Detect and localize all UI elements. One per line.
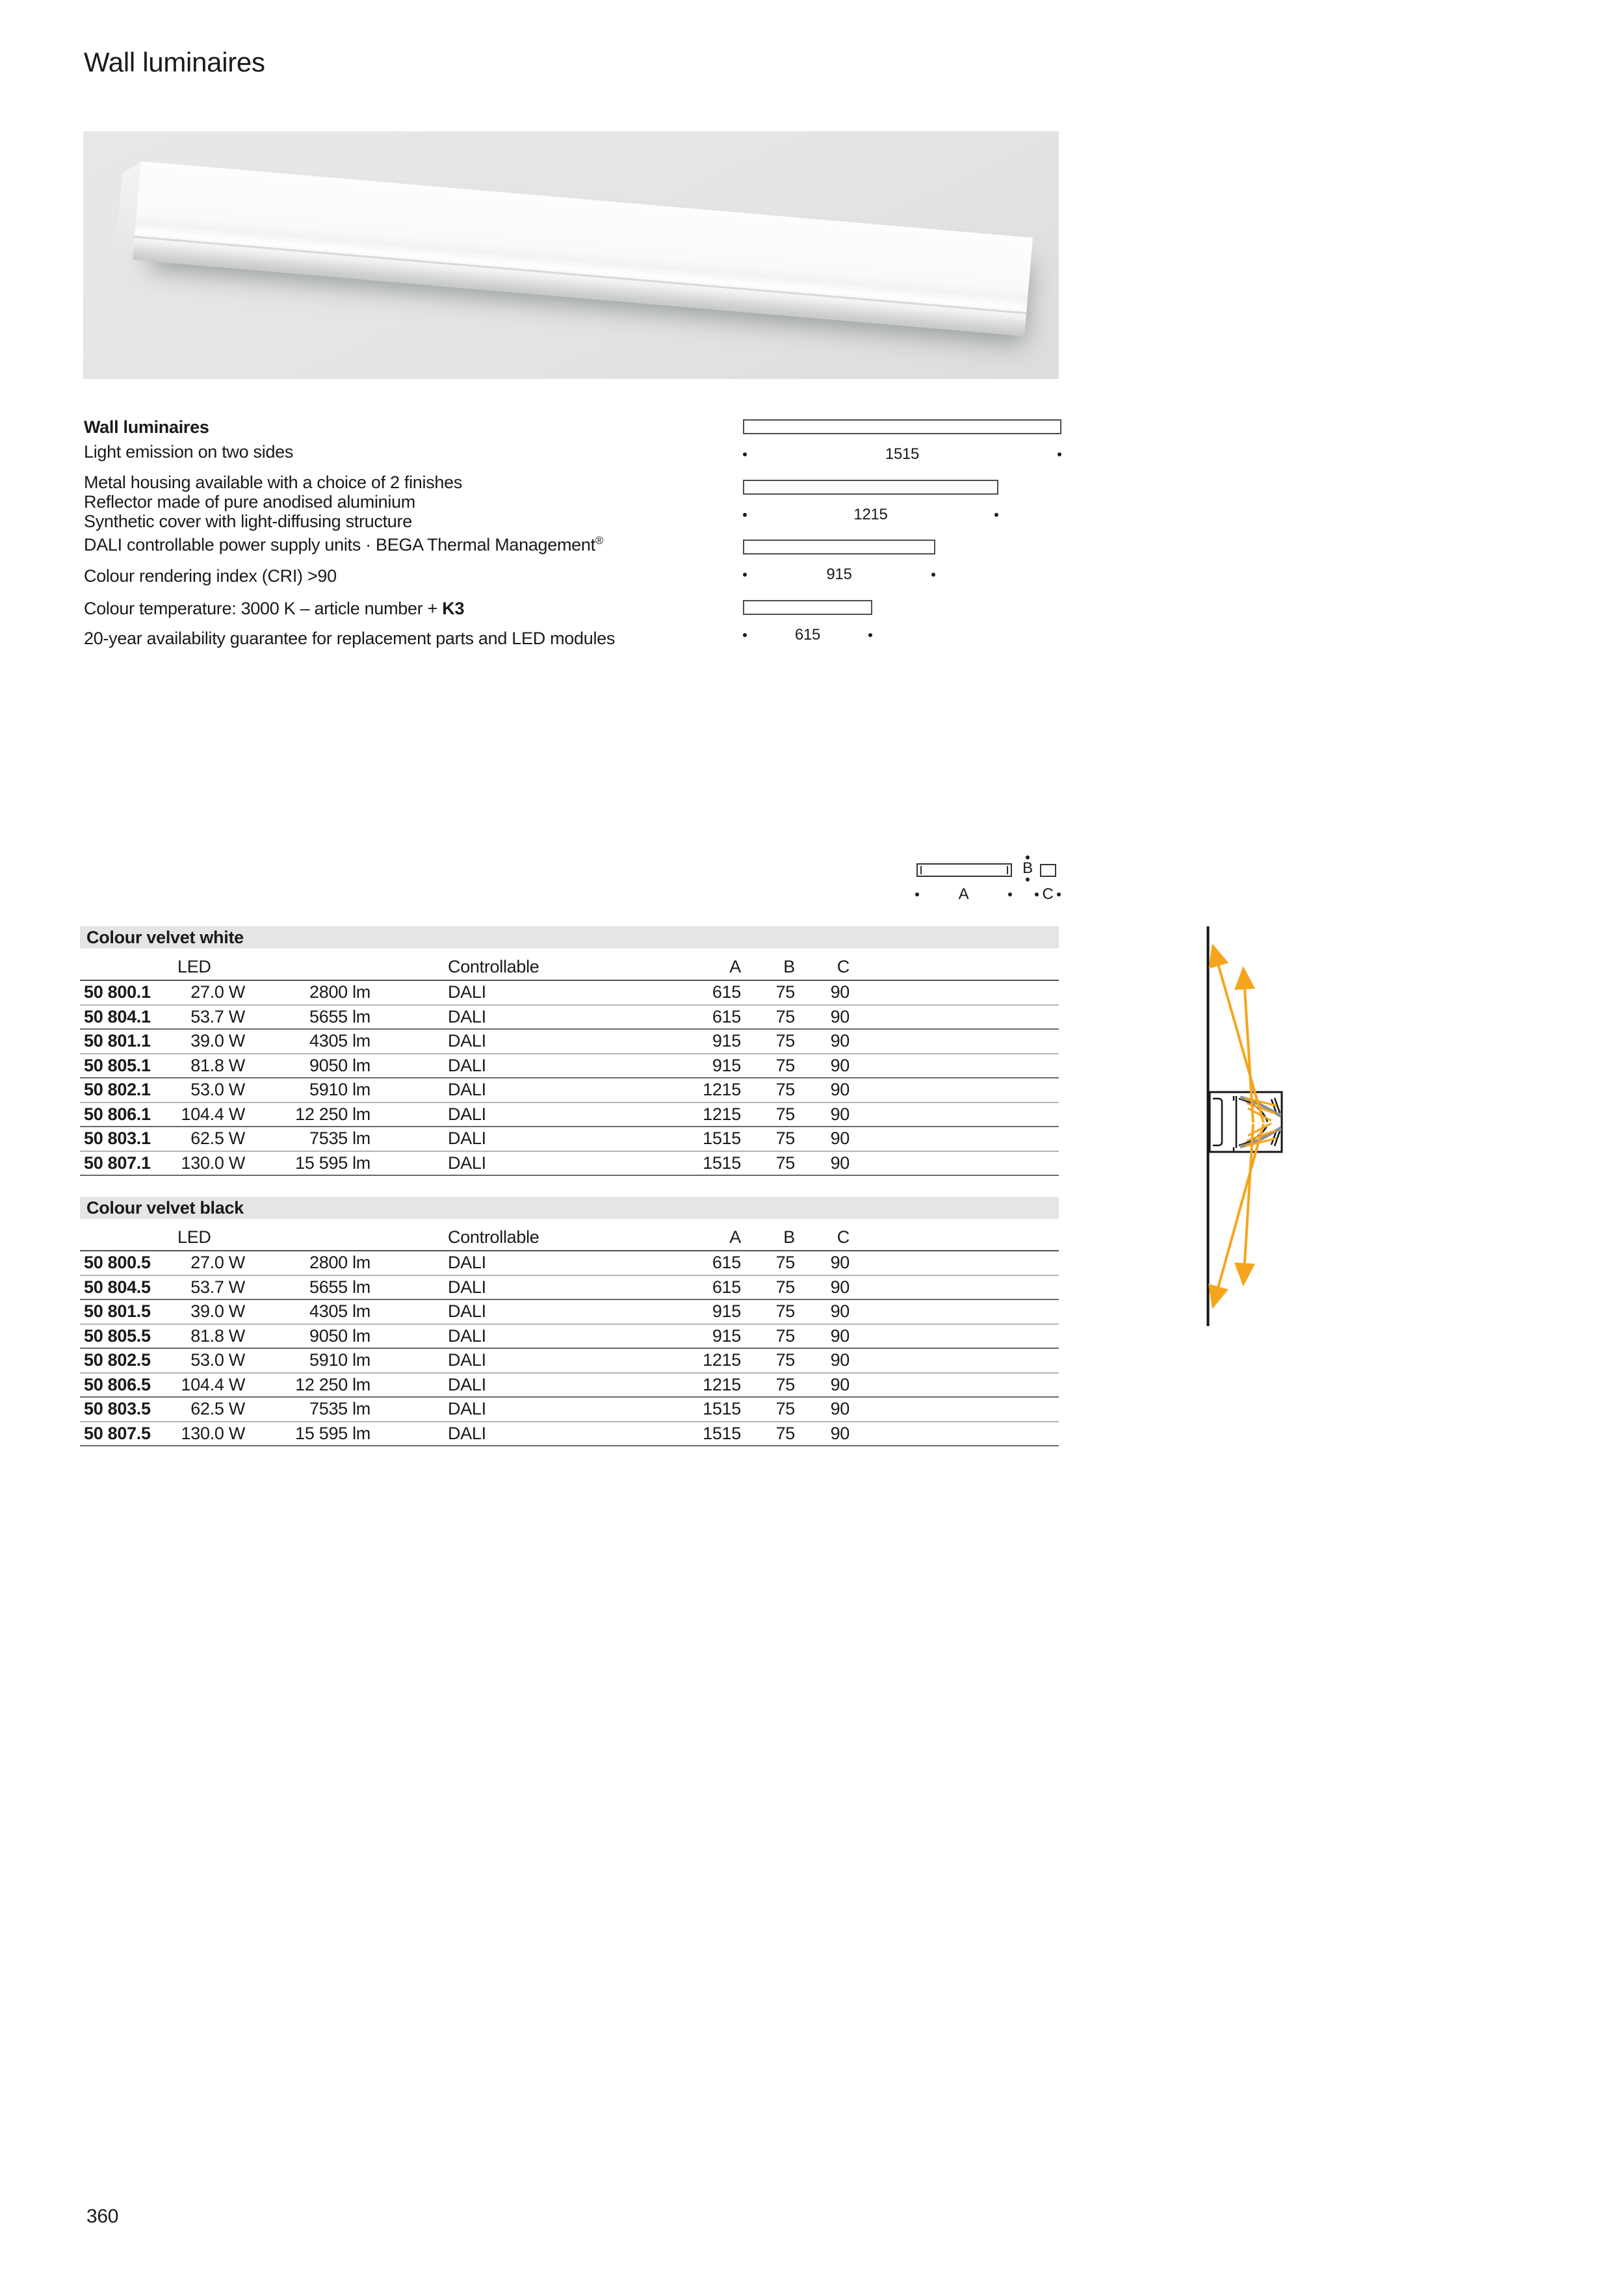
product-subheading: Light emission on two sides	[84, 442, 294, 462]
dim-a: 1215	[703, 1104, 741, 1124]
luminous-flux: 5655 lm	[309, 1277, 370, 1297]
article-number: 50 803.5	[84, 1399, 151, 1418]
legend-c-label: C	[1042, 885, 1054, 903]
control-type: DALI	[448, 1350, 486, 1370]
guarantee-line: 20-year availability guarantee for replacement parts and LED modules	[84, 629, 616, 648]
dim-a: 915	[712, 1325, 741, 1346]
dim-c: 90	[830, 982, 850, 1002]
cri-line: Colour rendering index (CRI) >90	[84, 566, 337, 586]
dim-c: 90	[830, 1253, 850, 1272]
table-row	[80, 1006, 1059, 1030]
dim-b: 75	[775, 1080, 795, 1099]
column-header: C	[837, 1227, 850, 1247]
feature-line: Metal housing available with a choice of 2 finishes	[84, 473, 463, 492]
control-type: DALI	[448, 1374, 486, 1394]
k3-code: K3	[442, 599, 465, 618]
dim-b: 75	[775, 1350, 795, 1370]
control-type: DALI	[448, 1325, 486, 1346]
luminous-flux: 5910 lm	[309, 1350, 370, 1370]
column-header: Controllable	[448, 1227, 539, 1247]
luminaire-length-drawing	[743, 600, 872, 615]
luminaire-end-cap	[115, 160, 141, 259]
wattage: 53.7 W	[190, 1277, 245, 1297]
control-type: DALI	[448, 1104, 486, 1124]
article-number: 50 806.1	[84, 1104, 151, 1124]
column-header: B	[783, 957, 795, 976]
luminous-flux: 15 595 lm	[295, 1153, 370, 1173]
wattage: 104.4 W	[181, 1104, 245, 1124]
control-type: DALI	[448, 1399, 486, 1418]
dimension-line	[743, 566, 935, 583]
control-type: DALI	[448, 1253, 486, 1272]
dim-c: 90	[830, 1080, 850, 1099]
feature-list	[84, 473, 603, 554]
table-colour-header: Colour velvet white	[80, 926, 1059, 948]
dim-b: 75	[775, 1374, 795, 1394]
dim-a: 1515	[703, 1423, 741, 1443]
dim-b: 75	[775, 982, 795, 1002]
luminous-flux: 7535 lm	[309, 1128, 370, 1148]
luminous-flux: 15 595 lm	[295, 1423, 370, 1443]
wattage: 104.4 W	[181, 1374, 245, 1394]
luminaire-cross-section	[1210, 1092, 1282, 1152]
column-header: LED	[177, 957, 211, 976]
article-number: 50 800.5	[84, 1253, 151, 1272]
column-header: Controllable	[448, 957, 539, 976]
dimension-dot	[915, 893, 919, 896]
wattage: 81.8 W	[190, 1055, 245, 1075]
dimension-dot	[868, 633, 872, 637]
luminaire-length-drawing	[743, 419, 1061, 434]
legend-dimension-c	[1035, 885, 1061, 904]
dim-b: 75	[775, 1253, 795, 1272]
dim-b: 75	[775, 1128, 795, 1148]
dim-b: 75	[775, 1325, 795, 1346]
wattage: 81.8 W	[190, 1325, 245, 1346]
dim-a: 615	[712, 1277, 741, 1297]
table-row	[80, 1422, 1059, 1447]
dimension-value: 915	[826, 566, 852, 583]
feature-line: Synthetic cover with light-diffusing structure	[84, 512, 412, 531]
dim-a: 615	[712, 982, 741, 1002]
dim-a: 1515	[703, 1153, 741, 1173]
dim-c: 90	[830, 1104, 850, 1124]
dim-b: 75	[775, 1301, 795, 1321]
dimension-line	[743, 506, 998, 523]
article-number: 50 802.1	[84, 1080, 151, 1099]
light-distribution-diagram	[1199, 923, 1297, 1329]
luminous-flux: 9050 lm	[309, 1325, 370, 1346]
article-number: 50 804.5	[84, 1277, 151, 1297]
dim-c: 90	[830, 1055, 850, 1075]
article-number: 50 800.1	[84, 982, 151, 1002]
dim-b: 75	[775, 1104, 795, 1124]
dimension-dot	[1057, 893, 1061, 896]
table-row	[80, 1030, 1059, 1054]
dim-b: 75	[775, 1423, 795, 1443]
dimension-drawings	[743, 0, 1068, 650]
column-header: B	[783, 1227, 795, 1247]
feature-line: Reflector made of pure anodised aluminium	[84, 492, 415, 512]
legend-a-label: A	[958, 885, 969, 903]
legend-b-label: B	[1022, 859, 1033, 877]
dimension-value: 1215	[853, 506, 888, 523]
dim-c: 90	[830, 1399, 850, 1418]
article-number: 50 804.1	[84, 1006, 151, 1026]
dim-a: 915	[712, 1301, 741, 1321]
column-header: A	[729, 957, 741, 976]
dimension-dot	[743, 452, 747, 456]
control-type: DALI	[448, 1423, 486, 1443]
dim-b: 75	[775, 1399, 795, 1418]
control-type: DALI	[448, 1006, 486, 1026]
table-row	[80, 1127, 1059, 1152]
luminous-flux: 4305 lm	[309, 1031, 370, 1050]
dim-b: 75	[775, 1153, 795, 1173]
dimension-dot	[743, 573, 747, 577]
wattage: 27.0 W	[190, 1253, 245, 1272]
table-row	[80, 1103, 1059, 1128]
dim-c: 90	[830, 1128, 850, 1148]
dim-b: 75	[775, 1006, 795, 1026]
dim-c: 90	[830, 1301, 850, 1321]
dim-c: 90	[830, 1006, 850, 1026]
control-type: DALI	[448, 1277, 486, 1297]
article-number: 50 807.1	[84, 1153, 151, 1173]
wattage: 39.0 W	[190, 1301, 245, 1321]
dimension-dot	[743, 513, 747, 517]
legend-side-view	[1040, 864, 1056, 877]
wattage: 62.5 W	[190, 1128, 245, 1148]
control-type: DALI	[448, 1301, 486, 1321]
dim-a: 915	[712, 1055, 741, 1075]
dim-a: 1515	[703, 1399, 741, 1418]
dim-c: 90	[830, 1374, 850, 1394]
article-table	[80, 1197, 1059, 1446]
column-header: C	[837, 957, 850, 976]
dim-a: 1215	[703, 1374, 741, 1394]
table-row	[80, 1300, 1059, 1325]
dimension-dot	[1035, 893, 1039, 896]
control-type: DALI	[448, 982, 486, 1002]
dimension-value: 615	[794, 626, 821, 644]
wattage: 53.0 W	[190, 1350, 245, 1370]
dim-c: 90	[830, 1350, 850, 1370]
table-row	[80, 1374, 1059, 1398]
dimension-value: 1515	[885, 445, 920, 463]
luminous-flux: 2800 lm	[309, 982, 370, 1002]
table-row	[80, 981, 1059, 1006]
dim-a: 615	[712, 1006, 741, 1026]
dimension-dot	[1026, 878, 1030, 881]
luminous-flux: 12 250 lm	[295, 1104, 370, 1124]
legend-dimension-b	[1019, 855, 1036, 881]
table-row	[80, 1152, 1059, 1177]
dim-a: 915	[712, 1031, 741, 1050]
table-colour-header: Colour velvet black	[80, 1197, 1059, 1219]
dimension-dot	[931, 573, 935, 577]
dimension-dot	[1058, 452, 1061, 456]
dimension-line	[743, 446, 1061, 463]
wattage: 39.0 W	[190, 1031, 245, 1050]
luminaire-length-drawing	[743, 480, 998, 495]
dim-a: 1215	[703, 1350, 741, 1370]
dim-a: 1515	[703, 1128, 741, 1148]
wattage: 53.0 W	[190, 1080, 245, 1099]
dim-c: 90	[830, 1277, 850, 1297]
luminous-flux: 5910 lm	[309, 1080, 370, 1099]
dim-b: 75	[775, 1277, 795, 1297]
table-row	[80, 1078, 1059, 1103]
wattage: 130.0 W	[181, 1153, 245, 1173]
wattage: 27.0 W	[190, 982, 245, 1002]
luminous-flux: 7535 lm	[309, 1399, 370, 1418]
dimension-dot	[743, 633, 747, 637]
page-number: 360	[86, 2206, 119, 2227]
table-row	[80, 1349, 1059, 1374]
luminous-flux: 5655 lm	[309, 1006, 370, 1026]
table-row	[80, 1251, 1059, 1276]
article-number: 50 805.5	[84, 1325, 151, 1346]
colour-temperature-line: Colour temperature: 3000 K – article number + K3	[84, 599, 465, 618]
dim-a: 1215	[703, 1080, 741, 1099]
dim-c: 90	[830, 1031, 850, 1050]
legend-front-view	[916, 863, 1012, 877]
control-type: DALI	[448, 1055, 486, 1075]
control-type: DALI	[448, 1153, 486, 1173]
luminous-flux: 2800 lm	[309, 1253, 370, 1272]
wattage: 53.7 W	[190, 1006, 245, 1026]
article-number: 50 802.5	[84, 1350, 151, 1370]
table-row	[80, 1398, 1059, 1422]
table-column-headers	[80, 1226, 1059, 1251]
column-header: LED	[177, 1227, 211, 1247]
wattage: 62.5 W	[190, 1399, 245, 1418]
article-number: 50 801.5	[84, 1301, 151, 1321]
article-number: 50 805.1	[84, 1055, 151, 1075]
feature-line: DALI controllable power supply units · BEGA Thermal Management®	[84, 534, 604, 554]
dim-c: 90	[830, 1423, 850, 1443]
article-number: 50 801.1	[84, 1031, 151, 1050]
luminous-flux: 4305 lm	[309, 1301, 370, 1321]
article-number: 50 806.5	[84, 1374, 151, 1394]
luminaire-length-drawing	[743, 540, 935, 554]
article-number: 50 803.1	[84, 1128, 151, 1148]
article-table	[80, 926, 1059, 1176]
control-type: DALI	[448, 1031, 486, 1050]
product-family-heading: Wall luminaires	[84, 417, 209, 437]
dimension-dot	[1008, 893, 1012, 896]
dim-b: 75	[775, 1031, 795, 1050]
luminous-flux: 9050 lm	[309, 1055, 370, 1075]
table-column-headers	[80, 956, 1059, 981]
dim-b: 75	[775, 1055, 795, 1075]
article-number: 50 807.5	[84, 1423, 151, 1443]
control-type: DALI	[448, 1080, 486, 1099]
dim-c: 90	[830, 1325, 850, 1346]
registered-trademark-sup: ®	[595, 534, 604, 547]
dimension-line	[743, 627, 872, 644]
dim-a: 615	[712, 1253, 741, 1272]
luminous-flux: 12 250 lm	[295, 1374, 370, 1394]
control-type: DALI	[448, 1128, 486, 1148]
dim-c: 90	[830, 1153, 850, 1173]
wattage: 130.0 W	[181, 1423, 245, 1443]
dimension-dot	[994, 513, 998, 517]
table-row	[80, 1276, 1059, 1301]
table-row	[80, 1325, 1059, 1350]
column-header: A	[729, 1227, 741, 1247]
page-title: Wall luminaires	[84, 47, 265, 77]
legend-dimension-a	[915, 885, 1012, 904]
table-row	[80, 1054, 1059, 1079]
